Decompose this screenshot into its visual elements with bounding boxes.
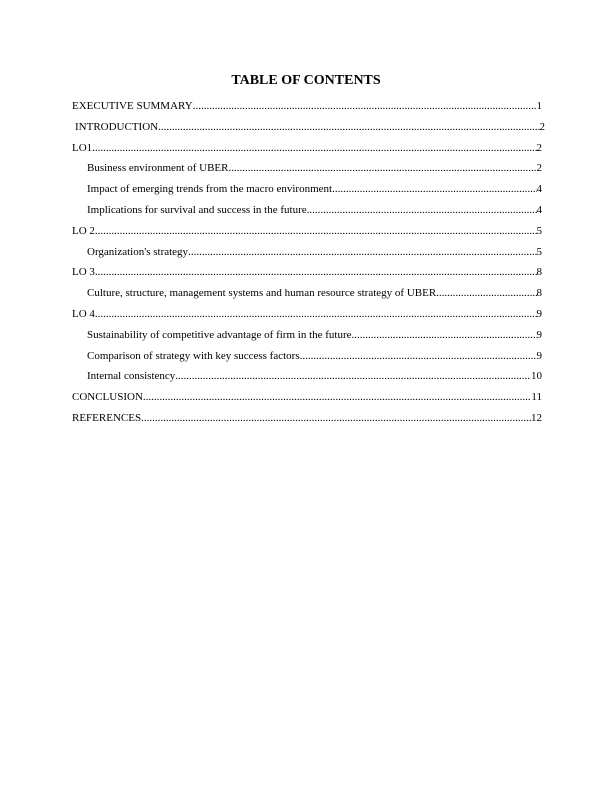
toc-entry[interactable] [72,266,542,279]
dot-leader [300,350,537,363]
toc-page-number: 8 [536,287,542,300]
dot-leader [158,121,539,134]
toc-entry[interactable] [72,308,542,321]
toc-entry-label: Implications for survival and success in the future [87,203,307,216]
toc-entry-label: Internal consistency [87,370,176,383]
toc-entry-label: INTRODUCTION [75,120,159,133]
toc-list [72,100,545,433]
toc-page-number: 1 [536,100,542,112]
dot-leader [307,204,537,217]
toc-page-number: 9 [536,349,542,362]
toc-entry-label: REFERENCES [72,411,142,424]
toc-entry[interactable] [72,391,542,404]
toc-entry[interactable] [72,412,542,425]
toc-entry[interactable] [72,162,542,175]
dot-leader [95,225,537,238]
toc-page-number: 5 [536,224,542,237]
dot-leader [92,142,536,155]
dot-leader [228,162,536,175]
toc-entry[interactable] [72,100,542,113]
toc-entry[interactable] [72,350,542,363]
dot-leader [193,100,537,113]
toc-page-number: 8 [536,266,542,279]
toc-entry[interactable] [72,287,542,300]
toc-entry-label: CONCLUSION [72,391,143,404]
toc-entry[interactable] [72,246,542,259]
toc-page-number: 2 [536,141,542,154]
toc-page-number: 12 [531,411,542,424]
toc-page-number: 5 [536,245,542,258]
toc-entry[interactable] [72,204,542,217]
toc-page-number: 9 [536,328,542,341]
dot-leader [332,183,536,196]
toc-page-number: 11 [531,391,542,404]
toc-entry-label: LO 3 [72,266,95,279]
dot-leader [175,370,531,383]
dot-leader [95,308,537,321]
toc-entry-label: Impact of emerging trends from the macro environment [87,183,333,196]
toc-page-number: 2 [539,120,545,133]
toc-entry-label: LO1 [72,141,93,154]
toc-entry[interactable] [72,329,542,342]
dot-leader [352,329,537,342]
toc-entry-label: LO 4 [72,307,95,320]
toc-entry-label: LO 2 [72,224,95,237]
toc-entry-label: Comparison of strategy with key success factors [87,349,300,362]
dot-leader [143,391,532,404]
toc-page-number: 9 [536,307,542,320]
dot-leader [436,287,536,300]
dot-leader [141,412,531,425]
toc-entry[interactable] [72,225,542,238]
toc-entry-label: EXECUTIVE SUMMARY [72,100,193,112]
toc-title: TABLE OF CONTENTS [231,73,381,88]
toc-entry[interactable] [72,183,542,196]
toc-page-number: 2 [536,162,542,175]
toc-page-number: 4 [536,203,542,216]
toc-entry[interactable] [72,370,542,383]
toc-entry[interactable] [72,121,545,134]
toc-entry-label: Business environment of UBER [87,162,229,175]
dot-leader [188,246,536,259]
toc-page-number: 10 [531,370,542,383]
toc-page-number: 4 [536,183,542,196]
toc-entry-label: Culture, structure, management systems and human resource strategy of UBER [87,287,437,300]
toc-entry[interactable] [72,142,542,155]
dot-leader [95,266,537,279]
toc-entry-label: Organization's strategy [87,245,189,258]
toc-entry-label: Sustainability of competitive advantage of firm in the future [87,328,352,341]
